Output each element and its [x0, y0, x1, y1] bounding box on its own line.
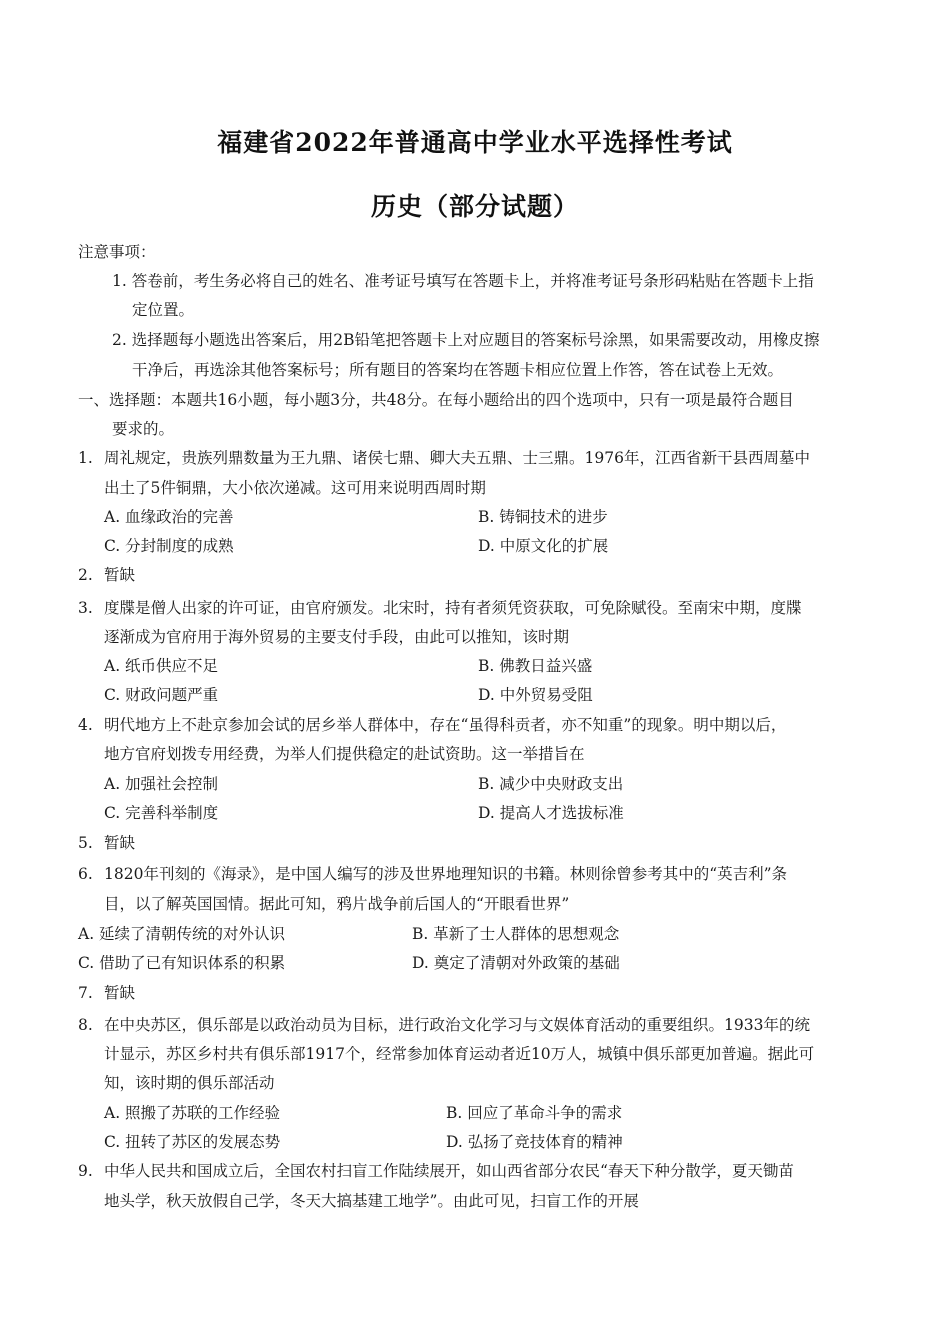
option-b[interactable]: B. 佛教日益兴盛 — [478, 657, 593, 675]
option-a[interactable]: A. 血缘政治的完善 — [104, 508, 234, 526]
question-number: 6. — [78, 865, 93, 883]
question-text: 中华人民共和国成立后，全国农村扫盲工作陆续展开，如山西省部分农民“春天下种分散学，夏天锄苗 — [104, 1162, 794, 1180]
question-number: 7. — [78, 984, 93, 1002]
question-text: 暂缺 — [104, 566, 136, 584]
exam-title: 福建省2022年普通高中学业水平选择性考试 — [217, 128, 733, 157]
option-a[interactable]: A. 加强社会控制 — [104, 775, 219, 793]
question-number: 2. — [78, 566, 93, 584]
option-a[interactable]: A. 照搬了苏联的工作经验 — [104, 1104, 281, 1122]
question-number: 8. — [78, 1016, 93, 1034]
notice-item-2-line-1: 2. 选择题每小题选出答案后，用2B铅笔把答题卡上对应题目的答案标号涂黑，如果需要改动，用橡皮擦 — [112, 331, 820, 349]
question-number: 4. — [78, 716, 93, 734]
question-text: 周礼规定，贵族列鼎数量为王九鼎、诸侯七鼎、卿大夫五鼎、士三鼎。1976年，江西省新干县西周墓中 — [104, 449, 810, 467]
option-d[interactable]: D. 中原文化的扩展 — [478, 537, 609, 555]
notice-item-2-line-2: 干净后，再选涂其他答案标号；所有题目的答案均在答题卡相应位置上作答，答在试卷上无效。 — [132, 361, 784, 379]
question-text: 度牒是僧人出家的许可证，由官府颁发。北宋时，持有者须凭资获取，可免除赋役。至南宋中期，度牒 — [104, 599, 802, 617]
option-a[interactable]: A. 纸币供应不足 — [104, 657, 219, 675]
question-text: 计显示，苏区乡村共有俱乐部1917个，经常参加体育运动者近10万人，城镇中俱乐部更加普遍。据此可 — [104, 1045, 815, 1063]
option-c[interactable]: C. 财政问题严重 — [104, 686, 219, 704]
option-b[interactable]: B. 革新了士人群体的思想观念 — [412, 925, 620, 943]
question-number: 3. — [78, 599, 93, 617]
section-heading-line-2: 要求的。 — [112, 420, 175, 438]
option-c[interactable]: C. 完善科举制度 — [104, 804, 219, 822]
question-number: 9. — [78, 1162, 93, 1180]
question-text: 出土了5件铜鼎，大小依次递减。这可用来说明西周时期 — [104, 479, 486, 497]
question-text: 地头学，秋天放假自己学，冬天大搞基建工地学”。由此可见，扫盲工作的开展 — [104, 1192, 639, 1210]
option-b[interactable]: B. 减少中央财政支出 — [478, 775, 624, 793]
exam-subtitle: 历史（部分试题） — [370, 192, 579, 221]
question-text: 暂缺 — [104, 984, 136, 1002]
question-number: 5. — [78, 834, 93, 852]
section-heading-line-1: 一、选择题：本题共16小题，每小题3分，共48分。在每小题给出的四个选项中，只有一项是最符合题目 — [78, 391, 794, 409]
option-d[interactable]: D. 提高人才选拔标准 — [478, 804, 624, 822]
option-d[interactable]: D. 奠定了清朝对外政策的基础 — [412, 954, 620, 972]
option-c[interactable]: C. 分封制度的成熟 — [104, 537, 234, 555]
question-text: 在中央苏区，俱乐部是以政治动员为目标，进行政治文化学习与文娱体育活动的重要组织。1933年的统 — [104, 1016, 810, 1034]
question-text: 暂缺 — [104, 834, 136, 852]
question-text: 逐渐成为官府用于海外贸易的主要支付手段，由此可以推知，该时期 — [104, 628, 570, 646]
question-text: 目，以了解英国国情。据此可知，鸦片战争前后国人的“开眼看世界” — [104, 895, 570, 913]
option-c[interactable]: C. 扭转了苏区的发展态势 — [104, 1133, 281, 1151]
notice-item-1-line-2: 定位置。 — [132, 301, 195, 319]
option-c[interactable]: C. 借助了已有知识体系的积累 — [78, 954, 286, 972]
option-b[interactable]: B. 铸铜技术的进步 — [478, 508, 608, 526]
option-d[interactable]: D. 弘扬了竞技体育的精神 — [446, 1133, 623, 1151]
option-d[interactable]: D. 中外贸易受阻 — [478, 686, 593, 704]
question-number: 1. — [78, 449, 93, 467]
notice-heading: 注意事项： — [78, 243, 156, 261]
question-text: 地方官府划拨专用经费，为举人们提供稳定的赴试资助。这一举措旨在 — [104, 745, 585, 763]
question-text: 明代地方上不赴京参加会试的居乡举人群体中，存在“虽得科贡者，亦不知重”的现象。明中期以后， — [104, 716, 787, 734]
option-b[interactable]: B. 回应了革命斗争的需求 — [446, 1104, 623, 1122]
notice-item-1-line-1: 1. 答卷前，考生务必将自己的姓名、准考证号填写在答题卡上，并将准考证号条形码粘贴在答题卡上指 — [112, 272, 814, 290]
option-a[interactable]: A. 延续了清朝传统的对外认识 — [78, 925, 286, 943]
question-text: 1820年刊刻的《海录》，是中国人编写的涉及世界地理知识的书籍。林则徐曾参考其中的“英吉利”条 — [104, 865, 788, 883]
question-text: 知，该时期的俱乐部活动 — [104, 1074, 275, 1092]
